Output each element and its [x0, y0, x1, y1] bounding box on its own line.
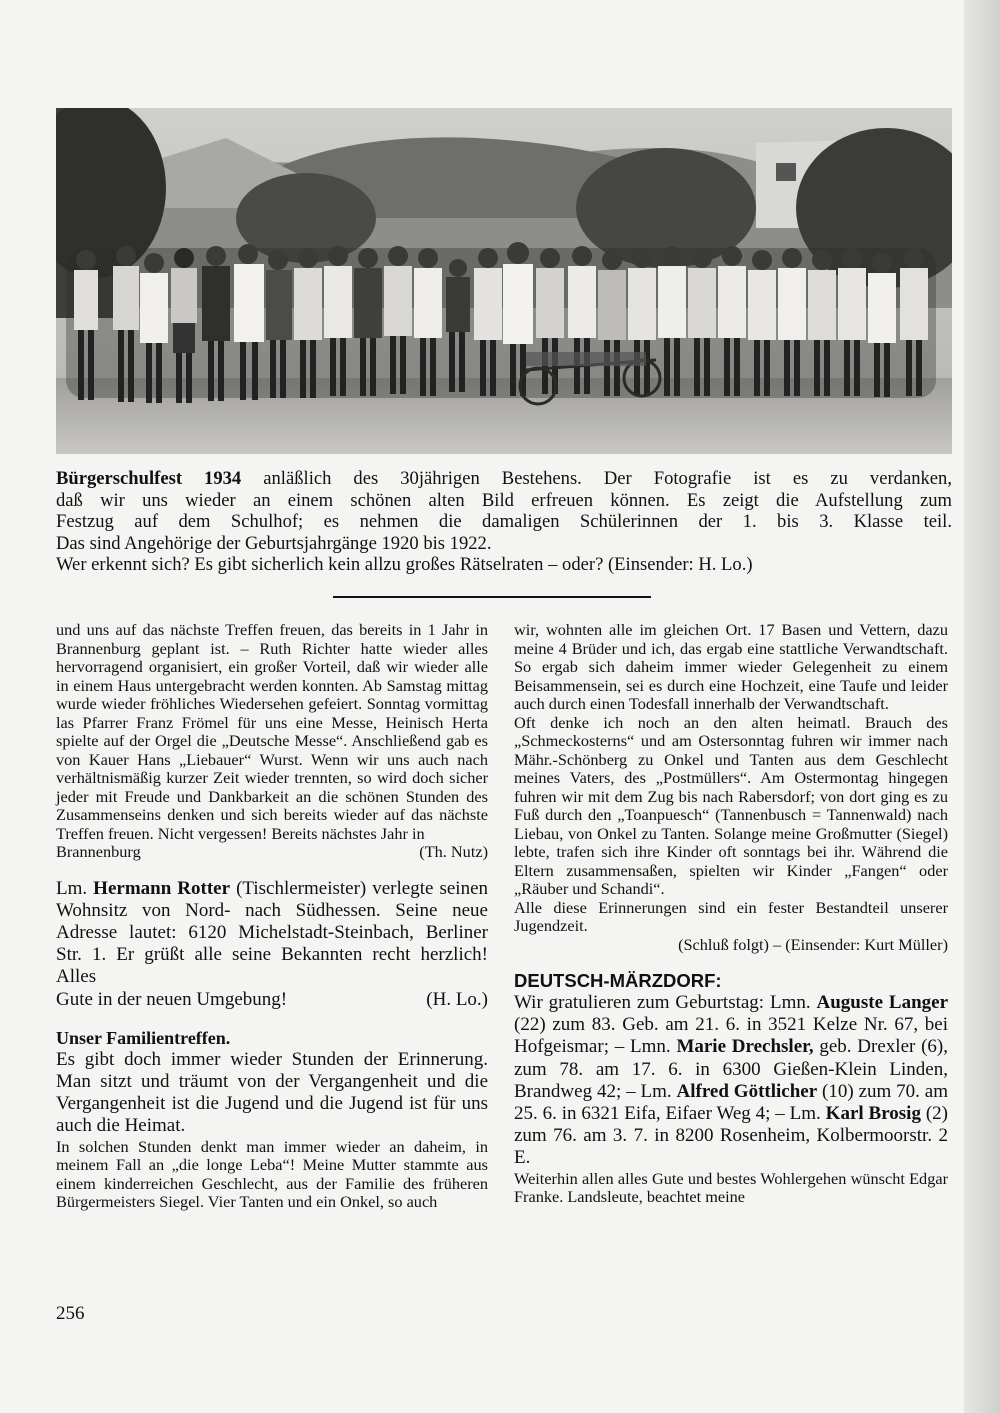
reunion-report-signature-line: Brannenburg (Th. Nutz): [56, 842, 488, 861]
memories-closing: Alle diese Erinnerungen sind ein fester Bestandteil unserer Jugendzeit.: [514, 897, 948, 935]
rotter-notice: Lm. Hermann Rotter (Tischlermeister) verlegte seinen Wohnsitz von Nord- nach Südhessen. Seine neue Adresse lautet: 6120 Michelstadt-Steinbach, Berliner Str. 1. Er grüßt alle seine Bekannten recht herzlich! Alles Gute in der neuen Umgebung! (H. Lo.): [56, 877, 488, 1010]
group-photo-illustration: [56, 108, 952, 454]
caption-line-4: Das sind Angehörige der Geburtsjahrgänge 1920 bis 1922.: [56, 532, 492, 554]
easter-memories-text: Oft denke ich noch an den alten heimatl. Brauch des „Schmeckosterns“ und am Ostersonntag fuhren wir immer nach Mähr.-Schönberg zu Onkel und Tanten aus dem Geschlecht meines Vaters, des „Postmüllers“. Am Ostermontag hingegen fuhren wir mit dem Zug bis nach Rabersdorf; von dort ging es zu Fuß durch den „Toanpuesch“ (Tannenbusch = Tannenwald) nach Liebau, von Onkel zu Tanten. Solange meine Großmutter (Siegel) lebte, trafen sich ihre Kinder oft sonntags bei ihr. Während die Eltern zusammensaßen, spielten wir Kinder „Fangen“ oder „Räuber und Schandi“.: [514, 712, 948, 898]
caption-line-5: Wer erkennt sich? Es gibt sicherlich kein allzu großes Rätselraten – oder? (Einsender: H. Lo.): [56, 554, 753, 575]
right-column: [514, 621, 948, 1207]
section-divider: [333, 596, 651, 598]
family-meeting-heading: Unser Familientreffen.: [56, 1027, 231, 1048]
caption-line-3: Festzug auf dem Schulhof; es nehmen die damaligen Schülerinnen der 1. bis 3. Klasse teil.: [56, 511, 952, 532]
memories-signature: (Schluß folgt) – (Einsender: Kurt Müller): [678, 934, 948, 954]
reunion-report-text: und uns auf das nächste Treffen freuen, das bereits in 1 Jahr in Brannenburg geplant ist. – Ruth Richter hatte wieder alles hervorragend organisiert, ein großer Vorteil, daß wir wieder alle in einem Haus untergebracht werden konnten. Ab Samstag mittag wurde wieder fröhliches Wiedersehen gefeiert. Sonntag vormittag las Pfarrer Franz Frömel für uns eine Messe, Heinisch Herta spielte auf der Orgel die „Deutsche Messe“. Anschließend gab es von Kauer Hans „Liebauer“ Wurst. Wenn wir uns auch nach verhältnismäßig kurzer Zeit wieder trennten, so wird doch sicher jeder mit Freude und Dankbarkeit an die schönen Stunden des Zusammenseins denken und sich bereits wieder auf das nächste Treffen freuen. Nicht vergessen! Bereits nächstes Jahr in: [56, 620, 488, 843]
page-number: 256: [56, 1303, 85, 1324]
family-meeting-text: In solchen Stunden denkt man immer wieder an daheim, in meinem Fall an „die longe Leba“! Meine Mutter stammte aus einem kinderreichen Geschlecht, aus der Familie des früheren Bürgermeisters Siegel. Vier Tanten und ein Onkel, so auch: [56, 1136, 488, 1212]
family-text-cont: wir, wohnten alle im gleichen Ort. 17 Basen und Vettern, dazu meine 4 Brüder und ich, das ergab eine stattliche Verwandtschaft. So ergab sich daheim immer wieder Gelegenheit zu einem Beisammensein, sei es durch eine Hochzeit, eine Taufe und leider auch durch einen Todesfall innerhalb der Verwandtschaft.: [514, 620, 948, 713]
page-edge-shadow: [964, 0, 1000, 1413]
birthday-greetings: Wir gratulieren zum Geburtstag: Lmn. Auguste Langer (22) zum 83. Geb. am 21. 6. in 3521 Kelze Nr. 67, bei Hofgeismar; – Lmn. Marie Drechsler, geb. Drexler (6), zum 78. am 17. 6. in 6300 Gießen-Klein Linden, Brandweg 42; – Lm. Alfred Göttlicher (10) zum 70. am 25. 6. in 6321 Eifa, Eifaer Weg 4; – Lm. Karl Brosig (2) zum 76. am 3. 7. in 8200 Rosenheim, Kolbermoorstr. 2 E.: [514, 992, 949, 1169]
caption-line-2: daß wir uns wieder an einem schönen alten Bild erfreuen können. Es zeigt die Aufstellung zum: [56, 489, 952, 511]
photo-caption: [56, 468, 952, 576]
caption-line-1: Bürgerschulfest 1934 anläßlich des 30jährigen Bestehens. Der Fotografie ist es zu verdanken,: [56, 468, 952, 489]
closing-wishes: Weiterhin allen alles Gute und bestes Wohlergehen wünscht Edgar Franke. Landsleute, beachtet meine: [514, 1168, 948, 1207]
family-meeting-intro: Es gibt doch immer wieder Stunden der Erinnerung. Man sitzt und träumt von der Vergangenheit und die Vergangenheit ist die Jugend und die Jugend ist für uns auch die Heimat.: [56, 1048, 488, 1137]
left-column: [56, 621, 488, 1212]
group-photo: [56, 108, 952, 454]
caption-lead: Bürgerschulfest 1934: [56, 468, 242, 489]
deutsch-maerzdorf-heading: DEUTSCH-MÄRZDORF:: [514, 970, 722, 991]
